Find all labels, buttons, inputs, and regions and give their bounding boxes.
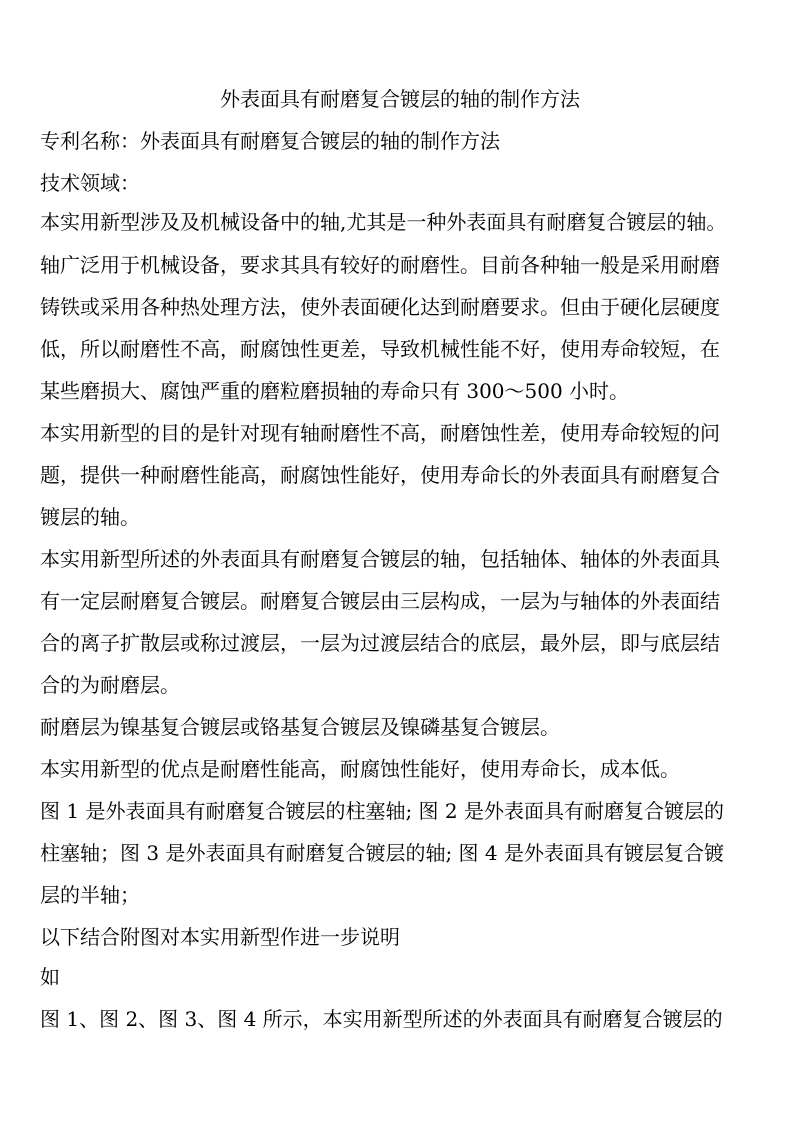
document-title: 外表面具有耐磨复合镀层的轴的制作方法 xyxy=(220,87,580,111)
text-line-tech-field: 技术领域： xyxy=(40,171,140,195)
text-line: 图 1、图 2、图 3、图 4 所示，本实用新型所述的外表面具有耐磨复合镀层的 xyxy=(40,1007,723,1031)
text-line: 合的为耐磨层。 xyxy=(40,673,180,697)
text-line: 以下结合附图对本实用新型作进一步说明 xyxy=(40,925,400,949)
text-line: 轴广泛用于机械设备，要求其具有较好的耐磨性。目前各种轴一般是采用耐磨 xyxy=(40,253,720,277)
text-line: 镀层的轴。 xyxy=(40,505,140,529)
text-line: 耐磨层为镍基复合镀层或铬基复合镀层及镍磷基复合镀层。 xyxy=(40,715,560,739)
text-line: 某些磨损大、腐蚀严重的磨粒磨损轴的寿命只有 300～500 小时。 xyxy=(40,379,630,403)
text-line: 如 xyxy=(40,965,60,989)
text-line: 本实用新型所述的外表面具有耐磨复合镀层的轴，包括轴体、轴体的外表面具 xyxy=(40,547,720,571)
text-line-patent-name: 专利名称：外表面具有耐磨复合镀层的轴的制作方法 xyxy=(40,129,500,153)
text-line: 低，所以耐磨性不高，耐腐蚀性更差，导致机械性能不好，使用寿命较短，在 xyxy=(40,337,720,361)
text-line: 柱塞轴；图 3 是外表面具有耐磨复合镀层的轴; 图 4 是外表面具有镀层复合镀 xyxy=(40,841,724,865)
text-line: 图 1 是外表面具有耐磨复合镀层的柱塞轴; 图 2 是外表面具有耐磨复合镀层的 xyxy=(40,799,724,823)
text-line: 有一定层耐磨复合镀层。耐磨复合镀层由三层构成，一层为与轴体的外表面结 xyxy=(40,589,720,613)
text-line: 题，提供一种耐磨性能高，耐腐蚀性能好，使用寿命长的外表面具有耐磨复合 xyxy=(40,463,720,487)
text-line: 层的半轴； xyxy=(40,883,140,907)
text-line: 本实用新型涉及及机械设备中的轴,尤其是一种外表面具有耐磨复合镀层的轴。 xyxy=(40,210,727,234)
text-line: 本实用新型的优点是耐磨性能高，耐腐蚀性能好，使用寿命长，成本低。 xyxy=(40,757,680,781)
text-line: 铸铁或采用各种热处理方法，使外表面硬化达到耐磨要求。但由于硬化层硬度 xyxy=(40,295,720,319)
text-line: 合的离子扩散层或称过渡层，一层为过渡层结合的底层，最外层，即与底层结 xyxy=(40,631,720,655)
text-line: 本实用新型的目的是针对现有轴耐磨性不高，耐磨蚀性差，使用寿命较短的问 xyxy=(40,421,720,445)
